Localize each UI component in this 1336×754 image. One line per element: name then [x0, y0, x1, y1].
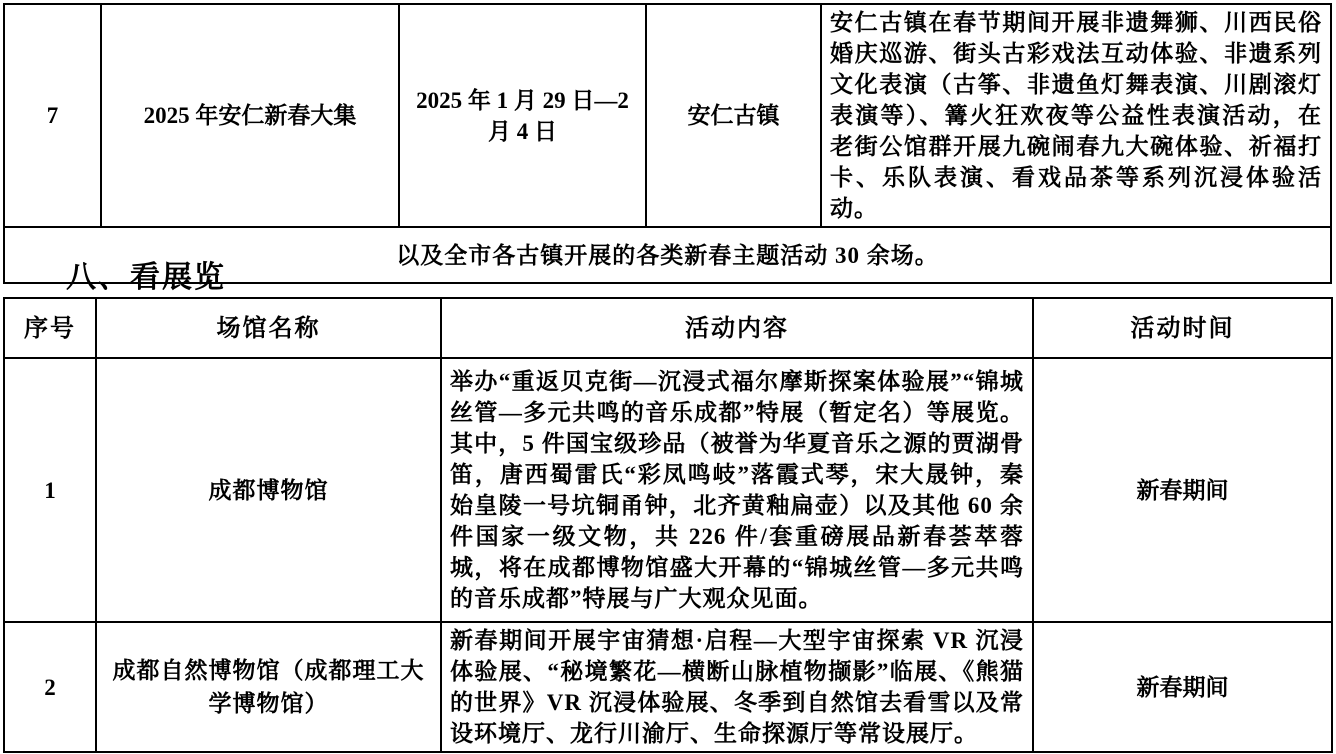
header-seq: 序号 [4, 298, 96, 358]
section-heading: 八、看展览 [66, 261, 226, 294]
event-place-cell: 安仁古镇 [646, 4, 821, 227]
exhibit-seq-cell: 1 [4, 358, 96, 622]
exhibit-time-cell: 新春期间 [1033, 358, 1332, 622]
event-content-cell: 安仁古镇在春节期间开展非遗舞狮、川西民俗婚庆巡游、街头古彩戏法互动体验、非遗系列文化表演（古筝、非遗鱼灯舞表演、川剧滚灯表演等）、篝火狂欢夜等公益性表演活动，在老街公馆群开展九碗闹春九大碗体验、祈福打卡、乐队表演、看戏品茶等系列沉浸体验活动。 [821, 4, 1331, 227]
exhibit-content-cell: 新春期间开展宇宙猜想·启程—大型宇宙探索 VR 沉浸体验展、“秘境繁花—横断山脉植物撷影”临展、《熊猫的世界》VR 沉浸体验展、冬季到自然馆去看雪以及常设环境厅、龙行川渝厅、生命探源厅等常设展厅。 [441, 622, 1033, 752]
header-time: 活动时间 [1033, 298, 1332, 358]
header-venue: 场馆名称 [96, 298, 441, 358]
exhibit-content-cell: 举办“重返贝克街—沉浸式福尔摩斯探案体验展”“锦城丝管—多元共鸣的音乐成都”特展（暂定名）等展览。其中，5 件国宝级珍品（被誉为华夏音乐之源的贾湖骨笛，唐西蜀雷氏“彩凤鸣岐”落霞式琴，宋大晟钟，秦始皇陵一号坑铜甬钟，北齐黄釉扁壶）以及其他 60 余件国家一级文物，共 226 件/套重磅展品新春荟萃蓉城，将在成都博物馆盛大开幕的“锦城丝管—多元共鸣的音乐成都”特展与广大观众见面。 [441, 358, 1033, 622]
table-row [4, 622, 1332, 752]
table-header-row [4, 298, 1332, 358]
exhibit-venue-cell: 成都博物馆 [96, 358, 441, 622]
table-row [4, 4, 1331, 227]
footer-note-cell: 以及全市各古镇开展的各类新春主题活动 30 余场。 [4, 227, 1331, 283]
events-table [3, 3, 1332, 284]
header-content: 活动内容 [441, 298, 1033, 358]
table-row [4, 358, 1332, 622]
exhibit-time-cell: 新春期间 [1033, 622, 1332, 752]
event-name-cell: 2025 年安仁新春大集 [101, 4, 399, 227]
event-time-cell: 2025 年 1 月 29 日—2 月 4 日 [399, 4, 646, 227]
event-seq-cell: 7 [4, 4, 101, 227]
exhibit-seq-cell: 2 [4, 622, 96, 752]
exhibitions-table [3, 297, 1333, 753]
exhibit-venue-cell: 成都自然博物馆（成都理工大学博物馆） [96, 622, 441, 752]
